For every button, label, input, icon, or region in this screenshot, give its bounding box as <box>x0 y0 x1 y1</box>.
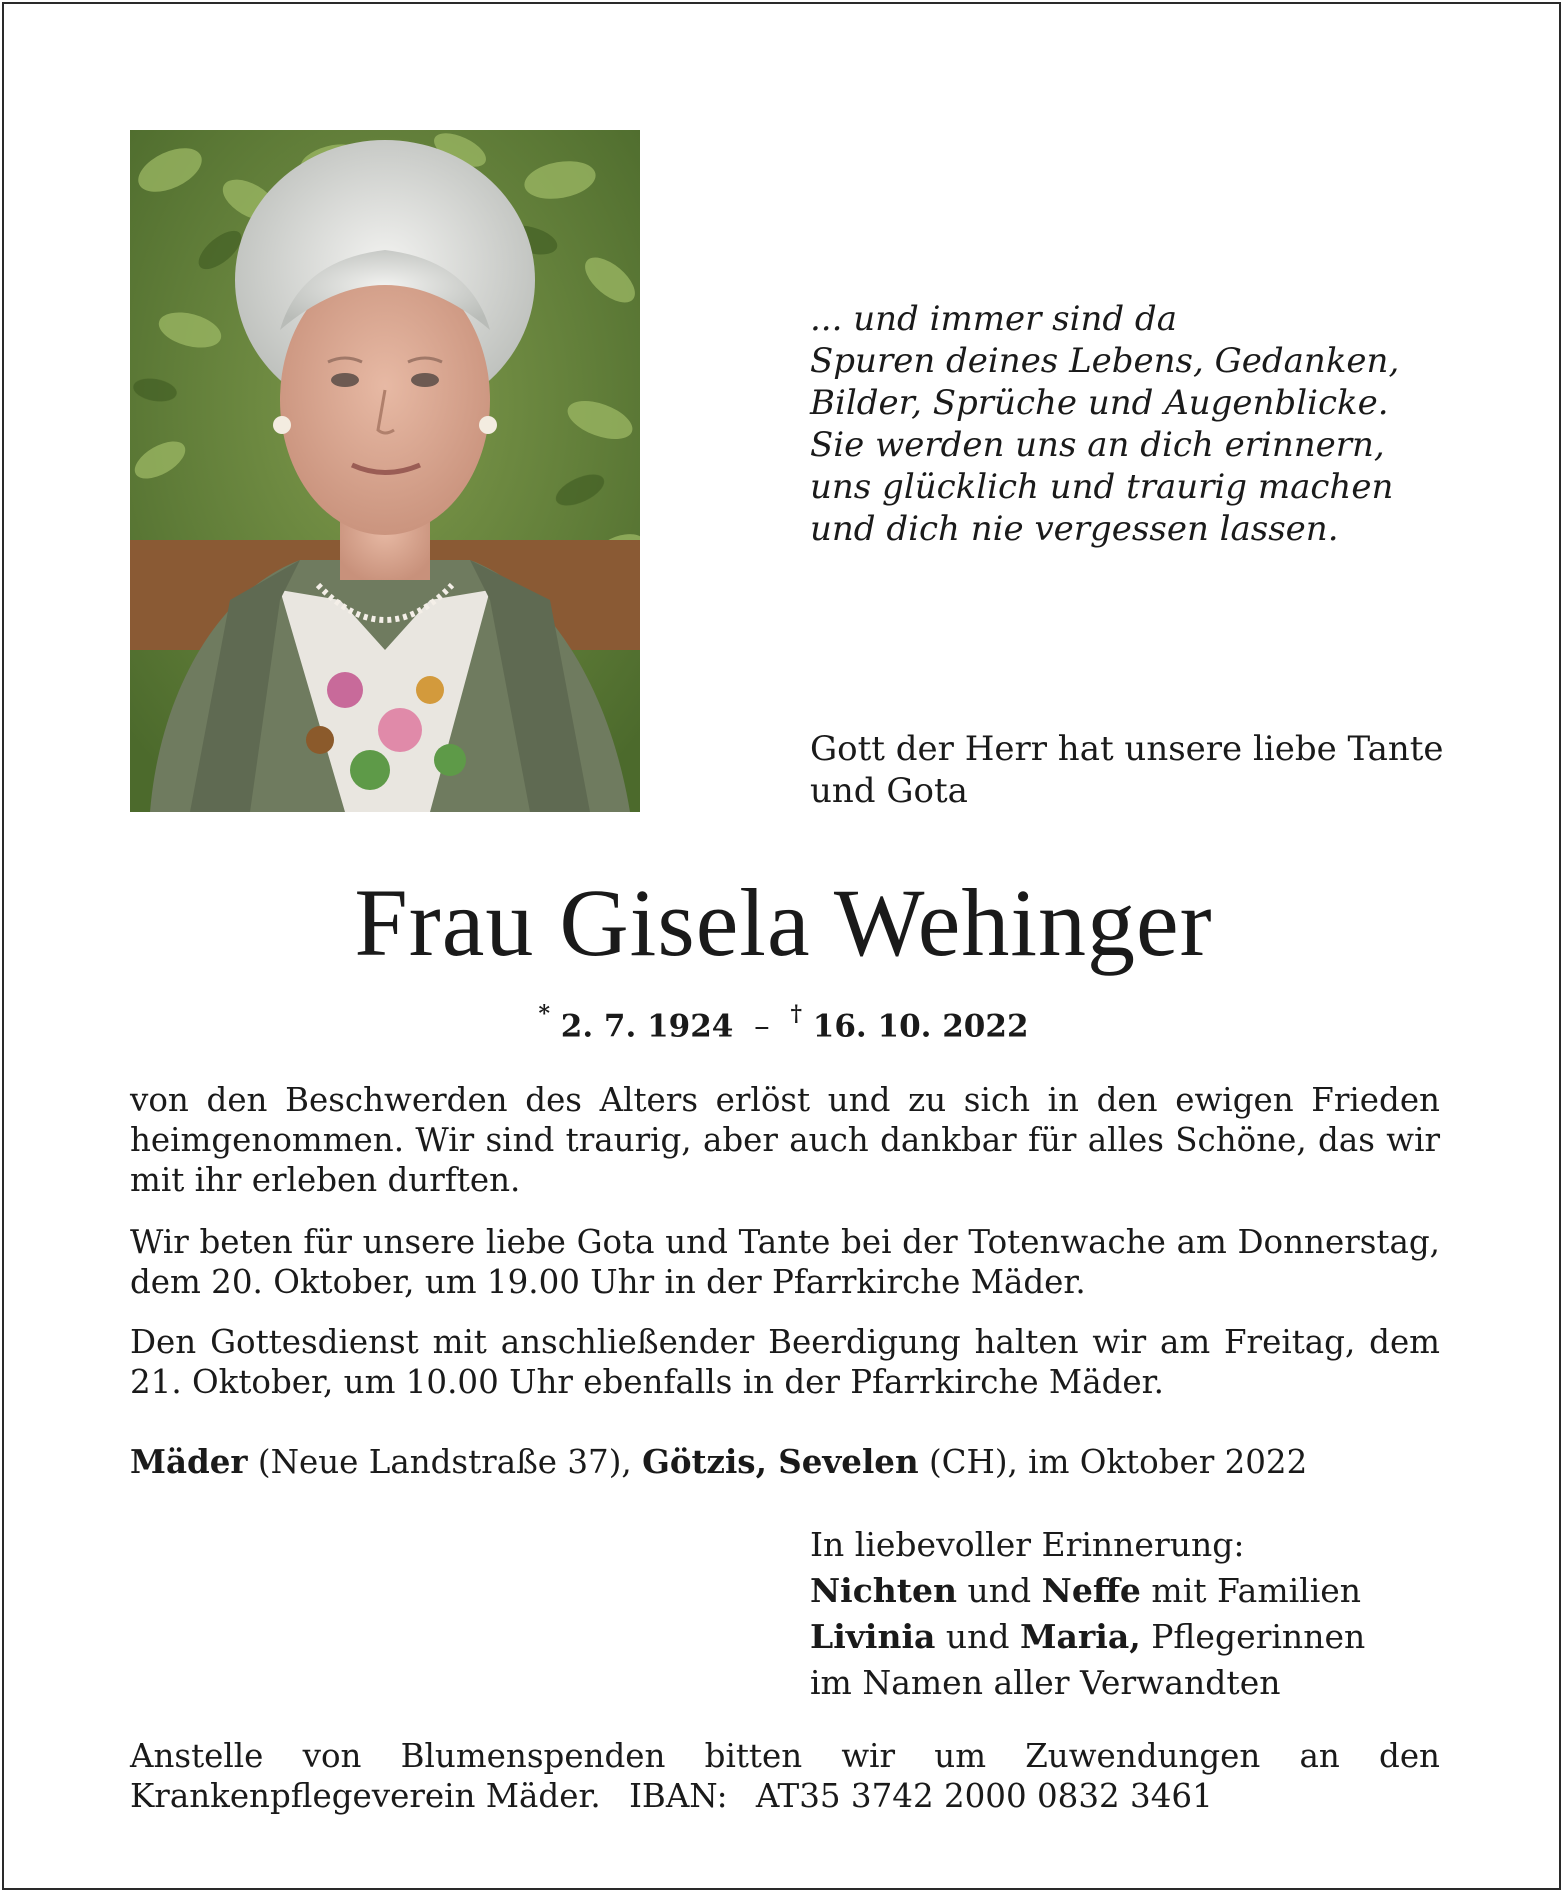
death-symbol: † <box>790 1001 802 1027</box>
place-address: (Neue Landstraße 37), <box>247 1443 643 1481</box>
mourners-block <box>810 1522 1510 1706</box>
place-town: Mäder <box>130 1442 248 1481</box>
memorial-poem <box>810 298 1510 550</box>
mourner-name: Neffe <box>1041 1571 1141 1610</box>
portrait-photo <box>130 130 640 812</box>
iban-label: IBAN: <box>629 1777 728 1815</box>
mourner-conjunction: und <box>935 1617 1020 1656</box>
mourner-detail: mit Familien <box>1140 1571 1362 1610</box>
donation-text: Anstelle von Blumenspenden bitten wir um Zuwendungen an den Krankenpflegeverein Mäder. <box>130 1737 1440 1815</box>
poem-line: Sie werden uns an dich erinnern, <box>810 425 1385 465</box>
intro-line: und Gota <box>810 771 968 811</box>
funeral-paragraph: Den Gottesdienst mit anschließender Beerdigung halten wir am Freitag, dem 21. Oktober, um 10.00 Uhr ebenfalls in der Pfarrkirche Mäder. <box>130 1323 1440 1401</box>
iban-number: AT35 3742 2000 0832 3461 <box>755 1777 1213 1815</box>
poem-line: uns glücklich und traurig machen <box>810 467 1394 507</box>
poem-line: Spuren deines Lebens, Gedanken, <box>810 341 1400 381</box>
life-dates <box>0 996 1567 1048</box>
birth-symbol: * <box>538 1001 550 1027</box>
mourner-name: Livinia <box>810 1617 936 1656</box>
place-country-date: (CH), im Oktober 2022 <box>918 1443 1308 1481</box>
donation-note <box>130 1736 1440 1816</box>
mourner-name: Maria, <box>1020 1617 1141 1656</box>
portrait-illustration <box>130 130 640 812</box>
mourner-conjunction: und <box>957 1571 1042 1610</box>
mourners-heading: In liebevoller Erinnerung: <box>810 1525 1245 1564</box>
mourners-row <box>810 1568 1510 1614</box>
mourner-detail: Pflegerinnen <box>1140 1617 1366 1656</box>
poem-line: Bilder, Sprüche und Augenblicke. <box>810 383 1389 423</box>
intro-text <box>810 728 1510 812</box>
poem-line: und dich nie vergessen lassen. <box>810 509 1339 549</box>
mourner-name: Nichten <box>810 1571 958 1610</box>
announcement-paragraph: von den Beschwerden des Alters erlöst und zu sich in den ewigen Frieden heimgenommen. Wir sind traurig, aber auch dankbar für alles Schöne, das wir mit ihr erleben durften. <box>130 1081 1440 1199</box>
intro-line: Gott der Herr hat unsere liebe Tante <box>810 729 1444 769</box>
mourners-row: im Namen aller Verwandten <box>810 1663 1281 1702</box>
birth-date: 2. 7. 1924 <box>560 1008 734 1045</box>
wake-paragraph: Wir beten für unsere liebe Gota und Tante bei der Totenwache am Donnerstag, dem 20. Oktober, um 19.00 Uhr in der Pfarrkirche Mäder. <box>130 1223 1440 1301</box>
poem-line: ... und immer sind da <box>810 299 1177 339</box>
deceased-name: Frau Gisela Wehinger <box>354 869 1213 976</box>
mourners-row <box>810 1614 1510 1660</box>
death-date: 16. 10. 2022 <box>812 1008 1029 1045</box>
date-separator: – <box>754 1008 770 1045</box>
place-date-line <box>130 1442 1450 1482</box>
place-towns: Götzis, Sevelen <box>642 1442 919 1481</box>
